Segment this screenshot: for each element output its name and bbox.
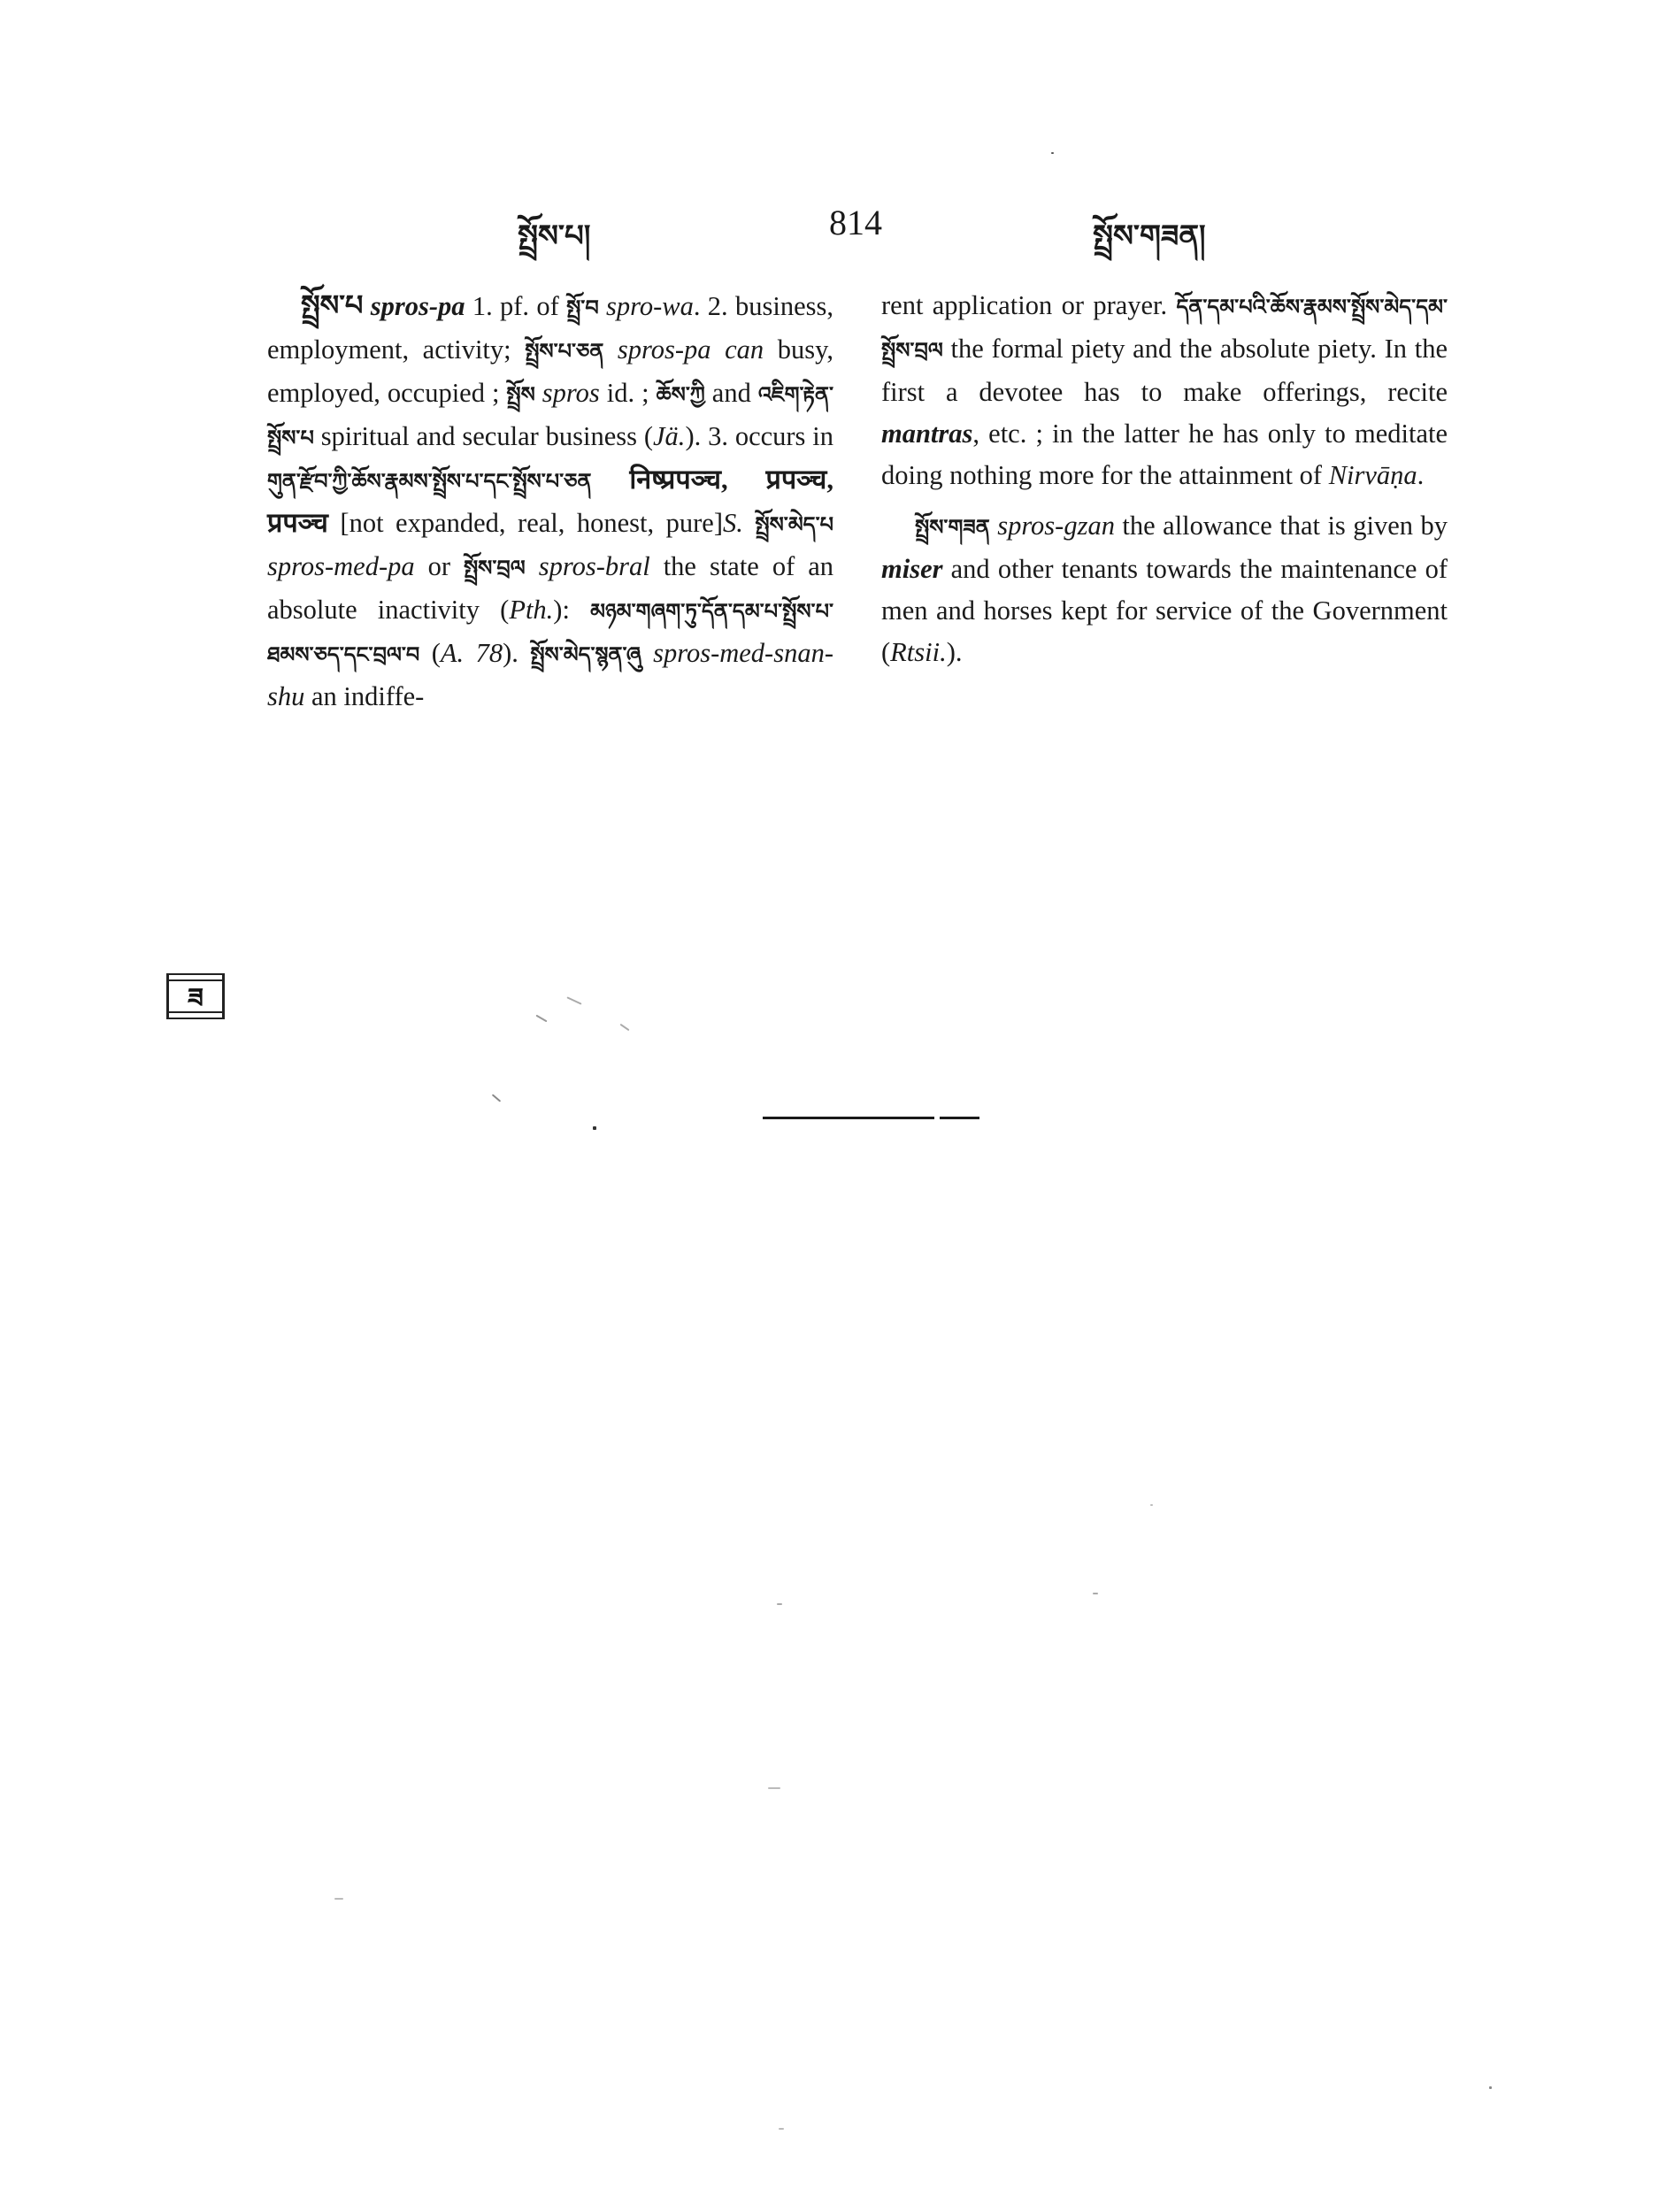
- tibetan-term: སྤྲོས་མེད་པ: [755, 512, 833, 537]
- tibetan-term: སྤྲོས་བྲལ: [463, 556, 526, 580]
- definition-text: the formal piety and the absolute piety. In the first a devotee has to make offerings, recite: [881, 334, 1448, 407]
- tibetan-term: འཇིག་རྟེན་སྤྲོས་པ: [267, 382, 833, 450]
- scan-speck: [593, 1126, 596, 1130]
- tibetan-term: སྤྲོ་བ: [566, 296, 599, 320]
- definition-text: the state of an absolute inactivity (: [267, 551, 833, 625]
- emphasized-term: Nirvāṇa: [1328, 460, 1417, 490]
- entry-continuation: [881, 285, 1448, 496]
- transliteration: spros-bral: [538, 551, 650, 581]
- definition-text: 1. pf. of: [465, 291, 567, 321]
- definition-text: (: [419, 638, 441, 668]
- scan-speck: [492, 1094, 501, 1102]
- definition-text: ). 3. occurs in: [685, 421, 833, 451]
- definition-text: ).: [503, 638, 531, 668]
- definition-text: id. ;: [599, 378, 657, 408]
- definition-text: spiritual and secular business (: [313, 421, 654, 451]
- headword-tibetan: སྤྲོས་པ: [301, 288, 364, 322]
- end-rule-gap: [934, 1117, 940, 1119]
- scan-speck: [566, 996, 581, 1004]
- definition-text: or: [414, 551, 464, 581]
- emphasized-term: mantras: [881, 419, 973, 449]
- headword-transliteration: spros-gzan: [997, 511, 1115, 541]
- left-column: [267, 285, 833, 718]
- tibetan-term: མཉམ་གཞག་ཏུ་དོན་དམ་པ་སྤྲོས་པ་ཐམས་ཅད་དང་བྲལ་བ: [267, 599, 833, 667]
- definition-text: an indiffe-: [304, 681, 425, 711]
- page-number: 814: [829, 203, 882, 242]
- definition-text: . 2. business, employment, activity;: [267, 291, 833, 365]
- scan-speck: [1489, 2086, 1492, 2089]
- scan-speck: [620, 1024, 630, 1032]
- headword-transliteration: spros-pa: [370, 291, 465, 321]
- source-abbreviation: S.: [723, 508, 743, 538]
- transliteration: spros-med-snan-shu: [267, 638, 833, 711]
- definition-text: and other tenants towards the maintenance of men and horses kept for service of the Government (: [881, 554, 1448, 667]
- entry-spros-pa: [267, 285, 833, 718]
- emphasized-term: miser: [881, 554, 943, 584]
- definition-text: rent application or prayer.: [881, 290, 1177, 320]
- scan-speck: [1093, 1593, 1098, 1594]
- source-abbreviation: Rtsii.: [890, 637, 947, 667]
- definition-text: [not expanded, real, honest, pure]: [327, 508, 723, 538]
- tibetan-term: སྤྲོས་མེད་སྙན་ཞུ: [530, 642, 641, 667]
- definition-text: , etc. ; in the latter he has only to meditate doing nothing more for the attainment of: [881, 419, 1448, 490]
- source-abbreviation: A. 78: [440, 638, 503, 668]
- transliteration: spros-pa can: [617, 334, 764, 365]
- definition-text: [591, 465, 629, 495]
- definition-text: ):: [553, 595, 591, 625]
- scan-speck: [535, 1015, 547, 1023]
- scan-speck: [777, 1603, 782, 1605]
- scan-speck: [779, 2128, 784, 2130]
- tibetan-term: སྤྲོས་པ་ཅན: [525, 339, 604, 364]
- entry-spros-gzan: [881, 505, 1448, 673]
- definition-text: busy, employed, occupied ;: [267, 334, 834, 408]
- header-right-headword: སྤྲོས་གཟན།: [1093, 219, 1206, 254]
- scan-speck: [1051, 152, 1054, 154]
- transliteration: spros: [541, 378, 600, 408]
- scan-speck: [334, 1898, 343, 1900]
- headword-tibetan: སྤྲོས་གཟན: [915, 515, 990, 540]
- tibetan-term: གུན་རྫོབ་ཀྱི་ཆོས་རྣམས་སྤྲོས་པ་དང་སྤྲོས་པ་ཅན: [267, 469, 592, 494]
- definition-text: .: [1417, 460, 1425, 490]
- definition-text: ).: [946, 637, 963, 667]
- right-column: [881, 285, 1448, 673]
- sanskrit-term: निष्प्रपञ्च, प्रपञ्च, प्रपञ्च: [267, 465, 833, 538]
- tibetan-term: དོན་དམ་པའི་ཆོས་རྣམས་སྤྲོས་མེད་དམ་སྤྲོས་བྲལ: [881, 295, 1448, 363]
- source-abbreviation: Jä.: [653, 421, 686, 451]
- transliteration: spros-med-pa: [267, 551, 415, 581]
- tibetan-term: སྤྲོས: [506, 382, 535, 407]
- tibetan-term: ཆོས་ཀྱི: [656, 382, 705, 407]
- definition-text: and: [704, 378, 758, 408]
- header-left-headword: སྤྲོས་པ།: [518, 219, 591, 254]
- end-rule: [763, 1117, 979, 1119]
- page-header: [0, 202, 1659, 255]
- source-abbreviation: Pth.: [509, 595, 554, 625]
- section-marker-icon: [165, 972, 227, 1021]
- scan-speck: [1150, 1504, 1153, 1506]
- section-marker-glyph: ཟ: [188, 983, 204, 1014]
- definition-text: the allowance that is given by: [1114, 511, 1448, 541]
- transliteration: spro-wa: [606, 291, 694, 321]
- scan-speck: [768, 1787, 780, 1789]
